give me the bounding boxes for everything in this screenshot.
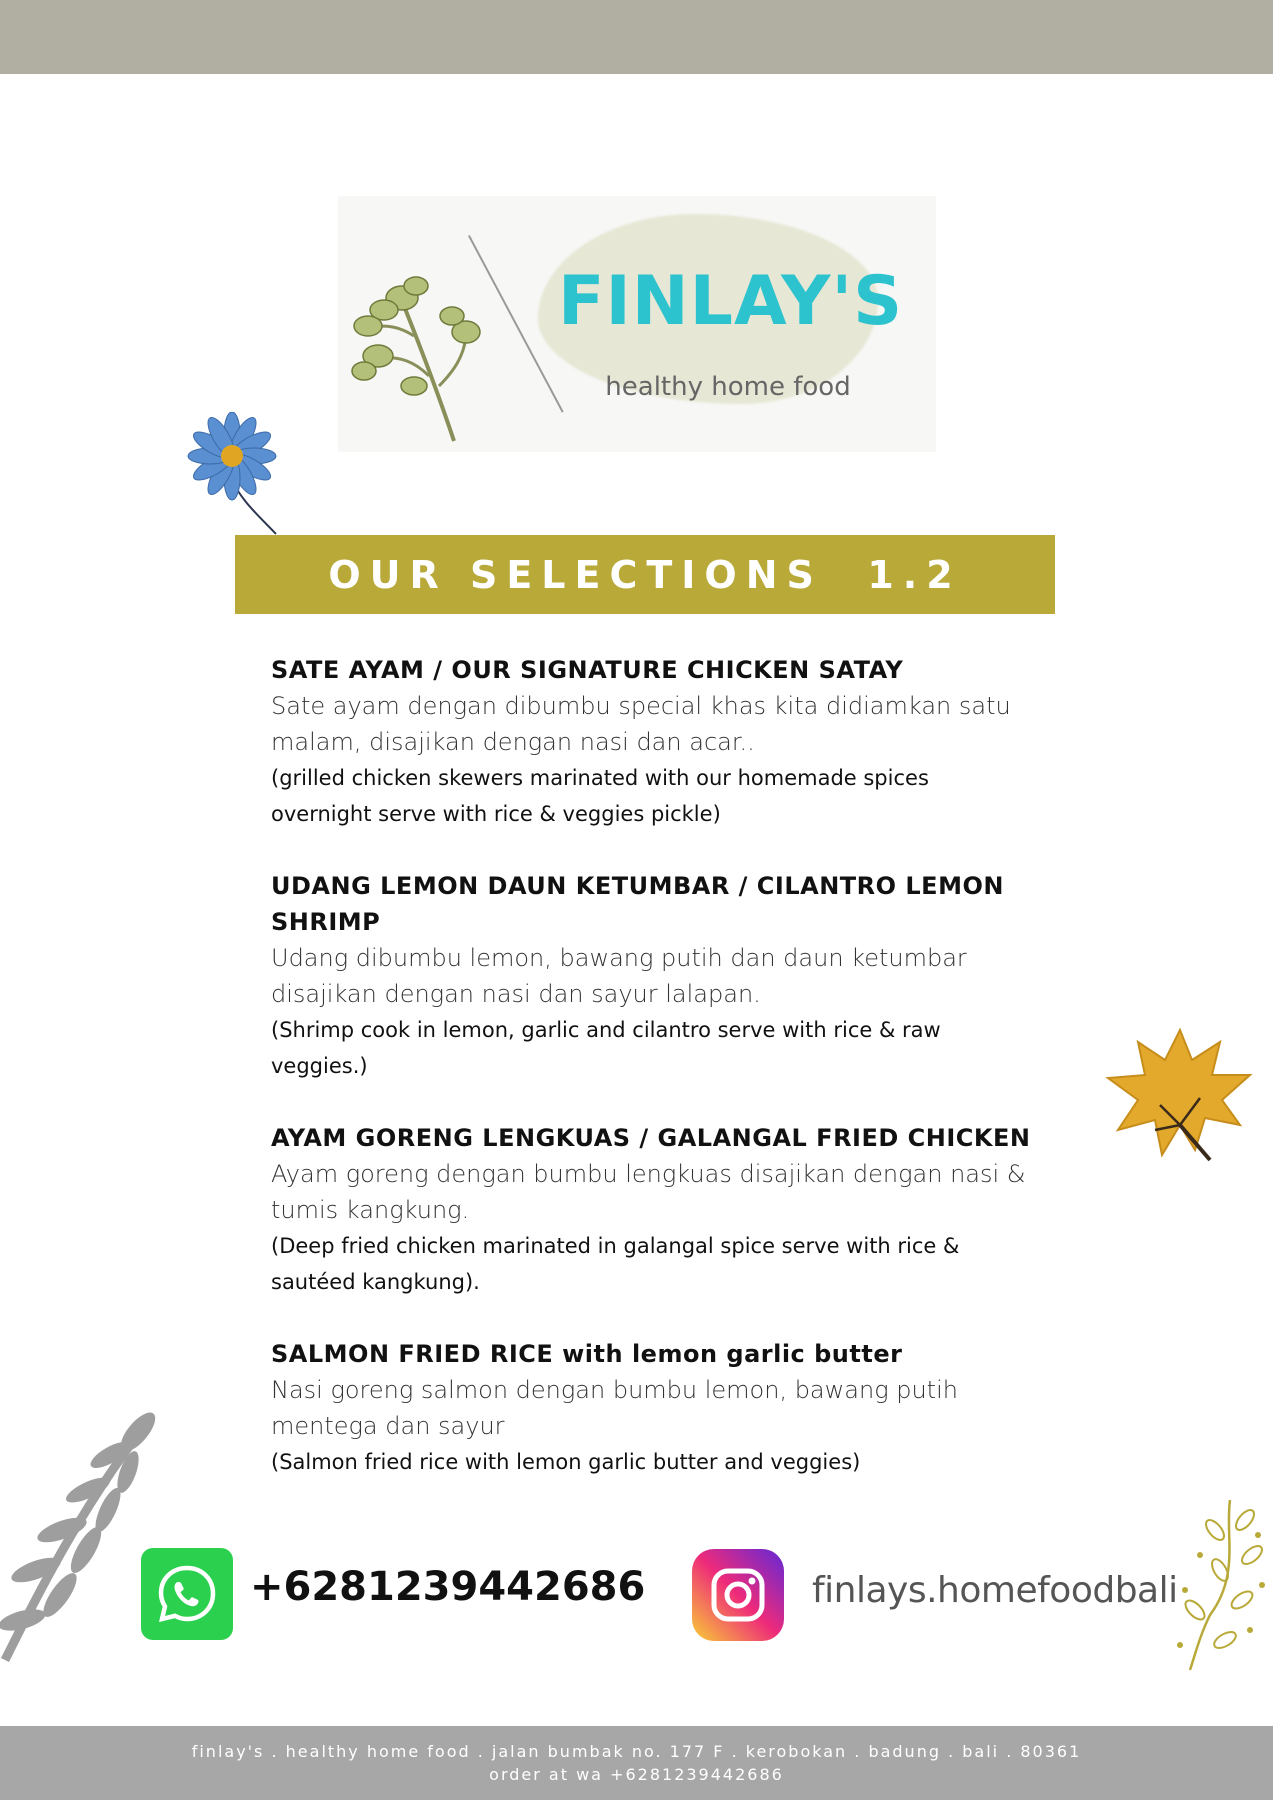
menu-list (271, 652, 1031, 1516)
vine-icon (1170, 1495, 1273, 1675)
menu-item (271, 1336, 1031, 1480)
whatsapp-number[interactable]: +6281239442686 (250, 1564, 646, 1610)
menu-item-description-en: (grilled chicken skewers marinated with our homemade spices overnight serve with rice & veggies pickle) (271, 766, 929, 826)
menu-item-description-id: Ayam goreng dengan bumbu lengkuas disajikan dengan nasi & tumis kangkung. (271, 1160, 1026, 1224)
menu-item-title: SALMON FRIED RICE with lemon garlic butter (271, 1340, 903, 1368)
footer (0, 1726, 1273, 1800)
menu-item-description-id: Udang dibumbu lemon, bawang putih dan daun ketumbar disajikan dengan nasi dan sayur lalapan. (271, 944, 967, 1008)
menu-item-title: AYAM GORENG LENGKUAS / GALANGAL FRIED CHICKEN (271, 1124, 1031, 1152)
logo (338, 196, 936, 452)
footer-order: order at wa +6281239442686 (489, 1765, 784, 1784)
flower-icon (180, 412, 290, 537)
menu-item (271, 652, 1031, 832)
maple-leaf-icon (1100, 1020, 1260, 1170)
logo-subtitle: healthy home food (605, 372, 851, 402)
menu-item-description-en: (Salmon fried rice with lemon garlic butter and veggies) (271, 1450, 861, 1474)
whatsapp-glyph-icon (155, 1562, 219, 1626)
menu-item-title: SATE AYAM / OUR SIGNATURE CHICKEN SATAY (271, 656, 904, 684)
instagram-handle[interactable]: finlays.homefoodbali (812, 1570, 1178, 1611)
whatsapp-icon[interactable] (141, 1548, 233, 1640)
footer-address: finlay's . healthy home food . jalan bumbak no. 177 F . kerobokan . badung . bali . 80361 (191, 1742, 1082, 1761)
menu-item-title: UDANG LEMON DAUN KETUMBAR / CILANTRO LEMON SHRIMP (271, 872, 1004, 936)
logo-title: FINLAY'S (558, 262, 904, 341)
top-band (0, 0, 1273, 74)
section-title: OUR SELECTIONS 1.2 (328, 552, 962, 597)
instagram-glyph-icon (706, 1563, 770, 1627)
menu-item-description-en: (Deep fried chicken marinated in galangal spice serve with rice & sautéed kangkung). (271, 1234, 960, 1294)
menu-item-description-id: Nasi goreng salmon dengan bumbu lemon, bawang putih mentega dan sayur (271, 1376, 958, 1440)
instagram-icon[interactable] (692, 1549, 784, 1641)
section-title-bar (235, 535, 1055, 614)
menu-item-description-id: Sate ayam dengan dibumbu special khas kita didiamkan satu malam, disajikan dengan nasi dan acar.. (271, 692, 1011, 756)
cilantro-herb-icon (344, 236, 494, 446)
menu-item-description-en: (Shrimp cook in lemon, garlic and cilantro serve with rice & raw veggies.) (271, 1018, 941, 1078)
menu-item (271, 1120, 1031, 1300)
branch-icon (0, 1410, 160, 1670)
menu-item (271, 868, 1031, 1084)
